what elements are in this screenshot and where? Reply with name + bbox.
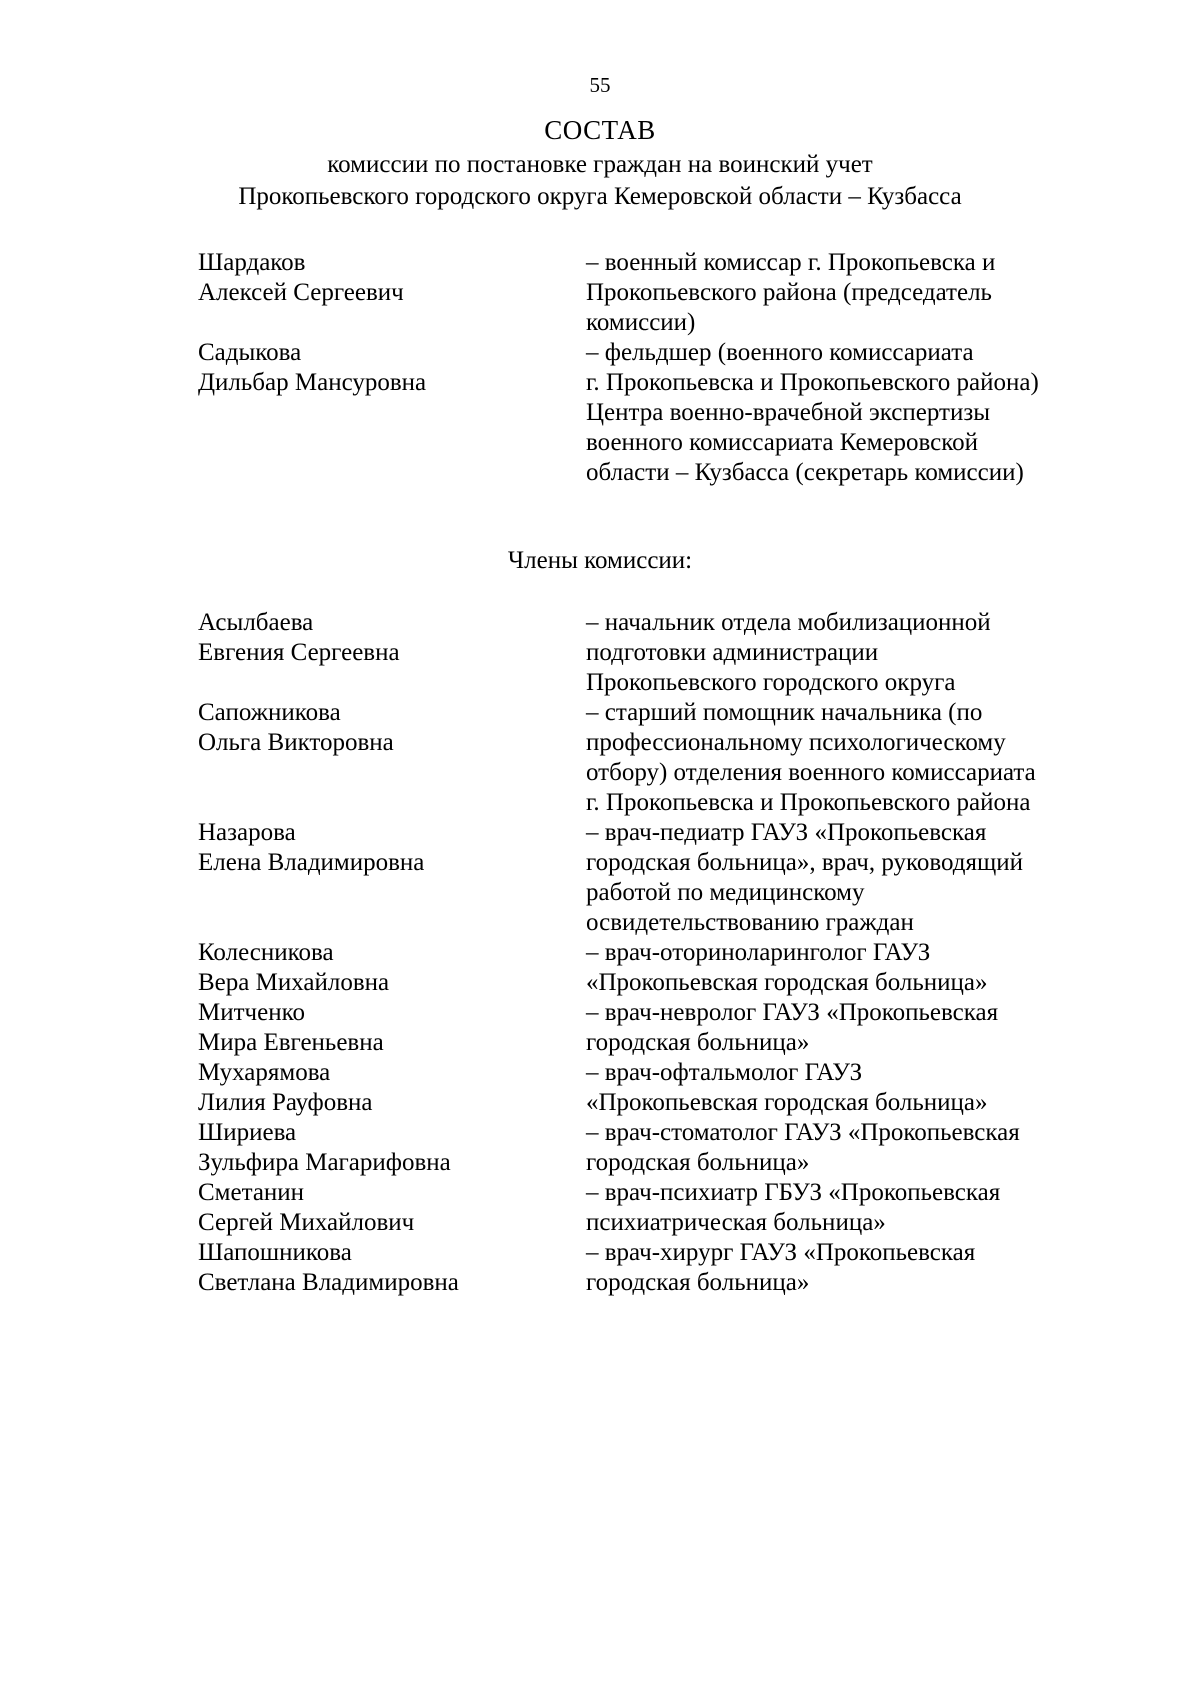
person-entry (0, 1178, 1200, 1238)
person-name (198, 938, 578, 998)
person-position-line: профессиональному психологическому (586, 729, 1006, 756)
person-name (198, 1058, 578, 1118)
person-position-line: Прокопьевского района (председатель (586, 279, 992, 306)
person-position-line: «Прокопьевская городская больница» (586, 1089, 988, 1116)
person-name-line: Светлана Владимировна (198, 1269, 459, 1296)
members-heading: Члены комиссии: (507, 547, 693, 574)
person-entry (0, 818, 1200, 938)
page-number: 55 (589, 73, 611, 97)
person-position-line: городская больница», врач, руководящий (586, 849, 1023, 876)
person-position-line: – врач-оториноларинголог ГАУЗ (586, 939, 931, 966)
person-position-line: г. Прокопьевска и Прокопьевского района) (586, 369, 1039, 396)
person-name (198, 998, 578, 1058)
person-position-line: комиссии) (586, 309, 696, 336)
person-name (198, 248, 578, 308)
person-entry (0, 1238, 1200, 1298)
person-name-line: Зульфира Магарифовна (198, 1149, 451, 1176)
person-name-line: Митченко (198, 999, 305, 1026)
person-position-line: городская больница» (586, 1149, 810, 1176)
person-position-line: «Прокопьевская городская больница» (586, 969, 988, 996)
person-name (198, 1178, 578, 1238)
person-position (586, 818, 1146, 938)
person-name-line: Колесникова (198, 939, 334, 966)
person-position (586, 938, 1146, 998)
person-position-line: г. Прокопьевска и Прокопьевского района (586, 789, 1031, 816)
person-position-line: Центра военно-врачебной экспертизы (586, 399, 990, 426)
person-position-line: – врач-офтальмолог ГАУЗ (586, 1059, 863, 1086)
person-position-line: отбору) отделения военного комиссариата (586, 759, 1036, 786)
document-title: СОСТАВ (544, 115, 656, 145)
person-name-line: Сапожникова (198, 699, 341, 726)
person-position (586, 1238, 1146, 1298)
person-name-line: Асылбаева (198, 609, 314, 636)
person-entry (0, 698, 1200, 818)
person-position-line: – врач-педиатр ГАУЗ «Прокопьевская (586, 819, 987, 846)
person-position (586, 998, 1146, 1058)
person-position-line: – врач-невролог ГАУЗ «Прокопьевская (586, 999, 999, 1026)
person-position-line: подготовки администрации (586, 639, 879, 666)
person-position (586, 608, 1146, 698)
person-position-line: – врач-хирург ГАУЗ «Прокопьевская (586, 1239, 976, 1266)
person-name (198, 338, 578, 398)
person-name-line: Дильбар Мансуровна (198, 369, 427, 396)
document-subtitle-line-1: комиссии по постановке граждан на воинский учет (327, 151, 873, 178)
person-entry (0, 998, 1200, 1058)
members-list (0, 608, 1200, 1298)
person-position (586, 1178, 1146, 1238)
person-position-line: области – Кузбасса (секретарь комиссии) (586, 459, 1024, 486)
person-position-line: – военный комиссар г. Прокопьевска и (586, 249, 996, 276)
person-name-line: Шириева (198, 1119, 297, 1146)
person-name-line: Шапошникова (198, 1239, 352, 1266)
person-position (586, 698, 1146, 818)
person-position (586, 338, 1146, 488)
person-name (198, 698, 578, 758)
person-name-line: Шардаков (198, 249, 306, 276)
person-position-line: – врач-психиатр ГБУЗ «Прокопьевская (586, 1179, 1001, 1206)
person-entry (0, 338, 1200, 488)
person-position-line: работой по медицинскому (586, 879, 865, 906)
person-position-line: военного комиссариата Кемеровской (586, 429, 979, 456)
person-entry (0, 1058, 1200, 1118)
person-name (198, 818, 578, 878)
person-name (198, 1238, 578, 1298)
leadership-list (0, 248, 1200, 488)
person-position-line: освидетельствованию граждан (586, 909, 914, 936)
person-name-line: Алексей Сергеевич (198, 279, 404, 306)
person-name (198, 608, 578, 668)
person-entry (0, 608, 1200, 698)
person-name-line: Сметанин (198, 1179, 305, 1206)
person-name-line: Назарова (198, 819, 296, 846)
person-position-line: Прокопьевского городского округа (586, 669, 956, 696)
person-name-line: Сергей Михайлович (198, 1209, 415, 1236)
document-subtitle-line-2: Прокопьевского городского округа Кемеровской области – Кузбасса (238, 183, 962, 210)
person-name-line: Евгения Сергеевна (198, 639, 400, 666)
person-entry (0, 1118, 1200, 1178)
person-name (198, 1118, 578, 1178)
person-name-line: Садыкова (198, 339, 302, 366)
person-position-line: – начальник отдела мобилизационной (586, 609, 991, 636)
person-name-line: Мира Евгеньевна (198, 1029, 384, 1056)
person-name-line: Ольга Викторовна (198, 729, 394, 756)
person-position-line: городская больница» (586, 1029, 810, 1056)
person-name-line: Вера Михайловна (198, 969, 390, 996)
person-name-line: Мухарямова (198, 1059, 331, 1086)
person-position (586, 1058, 1146, 1118)
person-position-line: – старший помощник начальника (по (586, 699, 983, 726)
person-position-line: – врач-стоматолог ГАУЗ «Прокопьевская (586, 1119, 1020, 1146)
person-position (586, 248, 1146, 338)
person-position-line: городская больница» (586, 1269, 810, 1296)
person-position-line: психиатрическая больница» (586, 1209, 886, 1236)
person-entry (0, 938, 1200, 998)
person-name-line: Лилия Рауфовна (198, 1089, 373, 1116)
person-position-line: – фельдшер (военного комиссариата (586, 339, 974, 366)
person-entry (0, 248, 1200, 338)
person-position (586, 1118, 1146, 1178)
person-name-line: Елена Владимировна (198, 849, 425, 876)
